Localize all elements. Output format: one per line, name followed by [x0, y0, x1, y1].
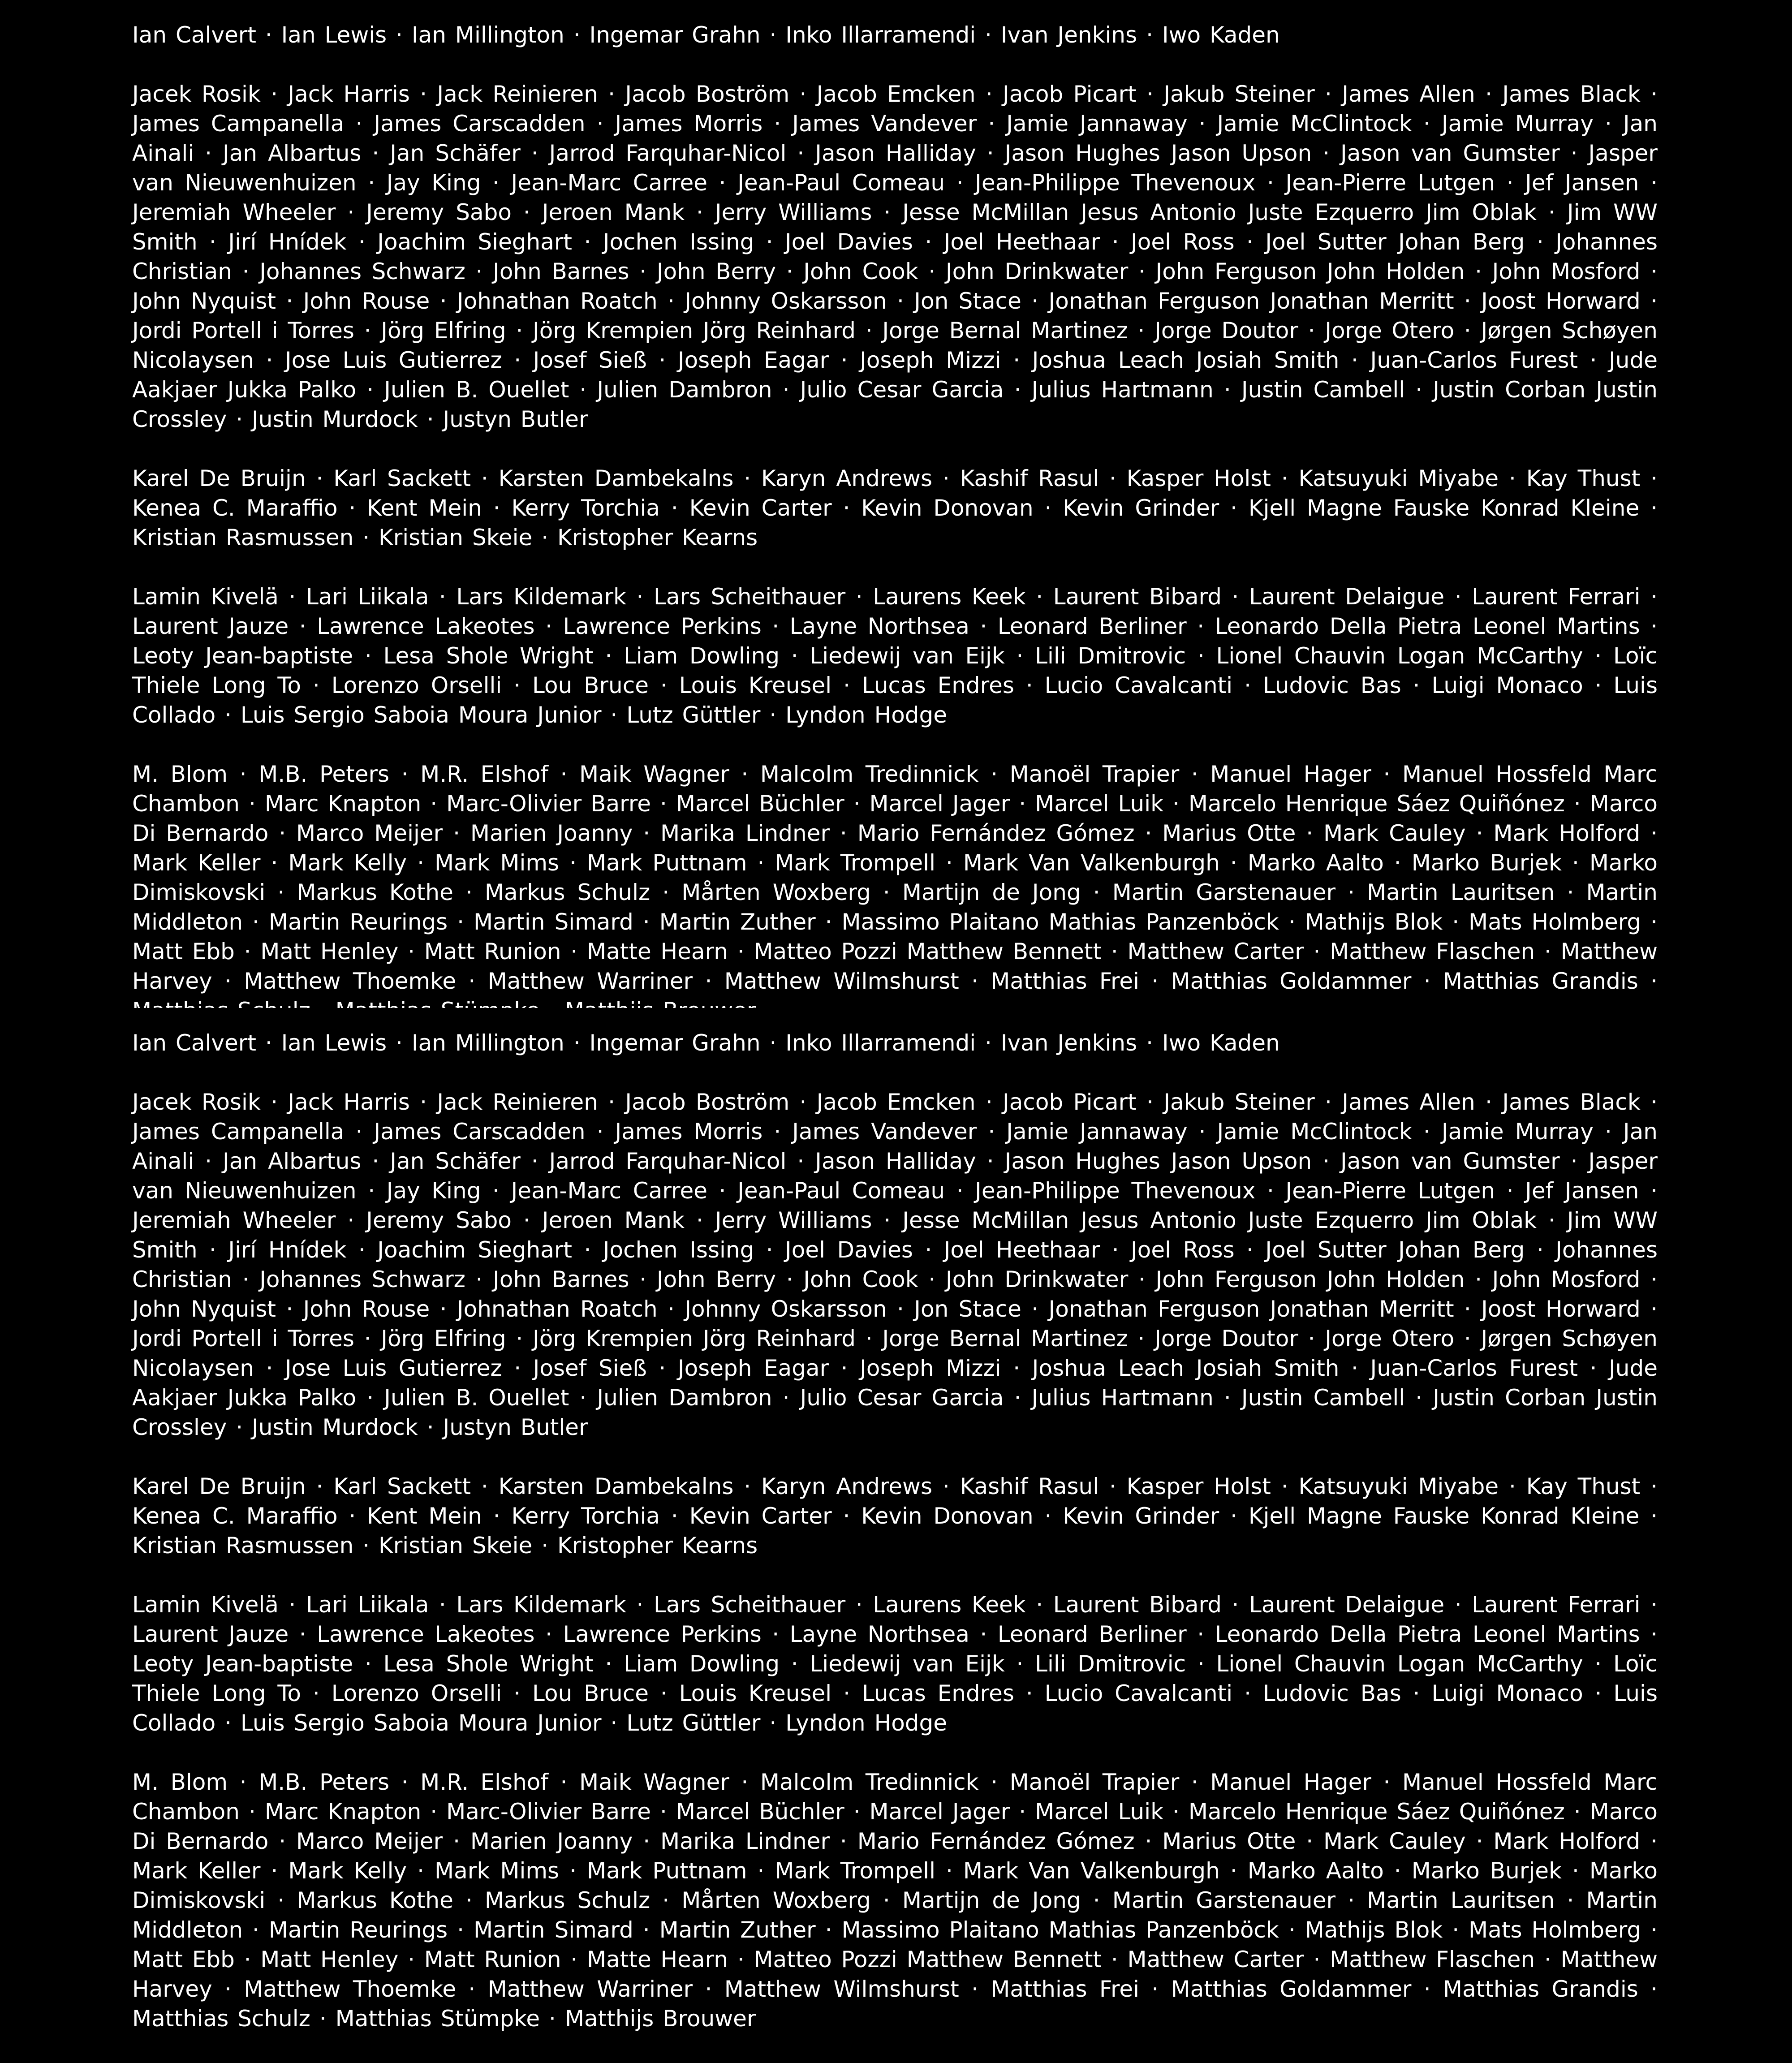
credits-list — [132, 20, 1658, 1055]
credits-paragraph-i: Ian Calvert · Ian Lewis · Ian Millington · Ingemar Grahn · Inko Illarramendi · Ivan Jenkins · Iwo Kaden — [132, 1030, 1280, 1056]
credits-paragraph-m: M. Blom · M.B. Peters · M.R. Elshof · Maik Wagner · Malcolm Tredinnick · Manoël Trapier · Manuel Hager · Manuel Hossfeld Marc Chambon · Marc Knapton · Marc-Olivier Barre · Marcel Büchler · Marcel Jager · Marcel Luik · Marcelo Henrique Sáez Quiñónez · Marco Di Bernardo · Marco Meijer · Marien Joanny · Marika Lindner · Mario Fernández Gómez · Marius Otte · Mark Cauley · Mark Holford · Mark Keller · Mark Kelly · Mark Mims · Mark Puttnam · Mark Trompell · Mark Van Valkenburgh · Marko Aalto · Marko Burjek · Marko Dimiskovski · Markus Kothe · Markus Schulz · Mårten Woxberg · Martijn de Jong · Martin Garstenauer · Martin Lauritsen · Martin Middleton · Martin Reurings · Martin Simard · Martin Zuther · Massimo Plaitano Mathias Panzenböck · Mathijs Blok · Mats Holmberg · Matt Ebb · Matt Henley · Matt Runion · Matte Hearn · Matteo Pozzi Matthew Bennett · Matthew Carter · Matthew Flaschen · Matthew Harvey · Matthew Thoemke · Matthew Warriner · Matthew Wilmshurst · Matthias Frei · Matthias Goldammer · Matthias Grandis · Matthias Schulz · Matthias Stümpke · Matthijs Brouwer — [132, 1769, 1658, 2032]
credits-pane-bottom — [0, 1008, 1792, 2032]
credits-paragraph-k: Karel De Bruijn · Karl Sackett · Karsten Dambekalns · Karyn Andrews · Kashif Rasul · Kasper Holst · Katsuyuki Miyabe · Kay Thust · Kenea C. Maraffio · Kent Mein · Kerry Torchia · Kevin Carter · Kevin Donovan · Kevin Grinder · Kjell Magne Fauske Konrad Kleine · Kristian Rasmussen · Kristian Skeie · Kristopher Kearns — [132, 465, 1658, 551]
credits-paragraph-j: Jacek Rosik · Jack Harris · Jack Reinieren · Jacob Boström · Jacob Emcken · Jacob Picart · Jakub Steiner · James Allen · James Black · James Campanella · James Carscadden · James Morris · James Vandever · Jamie Jannaway · Jamie McClintock · Jamie Murray · Jan Ainali · Jan Albartus · Jan Schäfer · Jarrod Farquhar-Nicol · Jason Halliday · Jason Hughes Jason Upson · Jason van Gumster · Jasper van Nieuwenhuizen · Jay King · Jean-Marc Carree · Jean-Paul Comeau · Jean-Philippe Thevenoux · Jean-Pierre Lutgen · Jef Jansen · Jeremiah Wheeler · Jeremy Sabo · Jeroen Mank · Jerry Williams · Jesse McMillan Jesus Antonio Juste Ezquerro Jim Oblak · Jim WW Smith · Jirí Hnídek · Joachim Sieghart · Jochen Issing · Joel Davies · Joel Heethaar · Joel Ross · Joel Sutter Johan Berg · Johannes Christian · Johannes Schwarz · John Barnes · John Berry · John Cook · John Drinkwater · John Ferguson John Holden · John Mosford · John Nyquist · John Rouse · Johnathan Roatch · Johnny Oskarsson · Jon Stace · Jonathan Ferguson Jonathan Merritt · Joost Horward · Jordi Portell i Torres · Jörg Elfring · Jörg Krempien Jörg Reinhard · Jorge Bernal Martinez · Jorge Doutor · Jorge Otero · Jørgen Schøyen Nicolaysen · Jose Luis Gutierrez · Josef Sieß · Joseph Eagar · Joseph Mizzi · Joshua Leach Josiah Smith · Juan-Carlos Furest · Jude Aakjaer Jukka Palko · Julien B. Ouellet · Julien Dambron · Julio Cesar Garcia · Julius Hartmann · Justin Cambell · Justin Corban Justin Crossley · Justin Murdock · Justyn Butler — [132, 81, 1658, 432]
credits-pane-top — [0, 0, 1792, 1008]
credits-paragraph-l: Lamin Kivelä · Lari Liikala · Lars Kildemark · Lars Scheithauer · Laurens Keek · Laurent Bibard · Laurent Delaigue · Laurent Ferrari · Laurent Jauze · Lawrence Lakeotes · Lawrence Perkins · Layne Northsea · Leonard Berliner · Leonardo Della Pietra Leonel Martins · Leoty Jean-baptiste · Lesa Shole Wright · Liam Dowling · Liedewij van Eijk · Lili Dmitrovic · Lionel Chauvin Logan McCarthy · Loïc Thiele Long To · Lorenzo Orselli · Lou Bruce · Louis Kreusel · Lucas Endres · Lucio Cavalcanti · Ludovic Bas · Luigi Monaco · Luis Collado · Luis Sergio Saboia Moura Junior · Lutz Güttler · Lyndon Hodge — [132, 584, 1658, 728]
credits-paragraph-i: Ian Calvert · Ian Lewis · Ian Millington · Ingemar Grahn · Inko Illarramendi · Ivan Jenkins · Iwo Kaden — [132, 22, 1280, 48]
credits-paragraph-j: Jacek Rosik · Jack Harris · Jack Reinieren · Jacob Boström · Jacob Emcken · Jacob Picart · Jakub Steiner · James Allen · James Black · James Campanella · James Carscadden · James Morris · James Vandever · Jamie Jannaway · Jamie McClintock · Jamie Murray · Jan Ainali · Jan Albartus · Jan Schäfer · Jarrod Farquhar-Nicol · Jason Halliday · Jason Hughes Jason Upson · Jason van Gumster · Jasper van Nieuwenhuizen · Jay King · Jean-Marc Carree · Jean-Paul Comeau · Jean-Philippe Thevenoux · Jean-Pierre Lutgen · Jef Jansen · Jeremiah Wheeler · Jeremy Sabo · Jeroen Mank · Jerry Williams · Jesse McMillan Jesus Antonio Juste Ezquerro Jim Oblak · Jim WW Smith · Jirí Hnídek · Joachim Sieghart · Jochen Issing · Joel Davies · Joel Heethaar · Joel Ross · Joel Sutter Johan Berg · Johannes Christian · Johannes Schwarz · John Barnes · John Berry · John Cook · John Drinkwater · John Ferguson John Holden · John Mosford · John Nyquist · John Rouse · Johnathan Roatch · Johnny Oskarsson · Jon Stace · Jonathan Ferguson Jonathan Merritt · Joost Horward · Jordi Portell i Torres · Jörg Elfring · Jörg Krempien Jörg Reinhard · Jorge Bernal Martinez · Jorge Doutor · Jorge Otero · Jørgen Schøyen Nicolaysen · Jose Luis Gutierrez · Josef Sieß · Joseph Eagar · Joseph Mizzi · Joshua Leach Josiah Smith · Juan-Carlos Furest · Jude Aakjaer Jukka Palko · Julien B. Ouellet · Julien Dambron · Julio Cesar Garcia · Julius Hartmann · Justin Cambell · Justin Corban Justin Crossley · Justin Murdock · Justyn Butler — [132, 1089, 1658, 1440]
credits-paragraph-l: Lamin Kivelä · Lari Liikala · Lars Kildemark · Lars Scheithauer · Laurens Keek · Laurent Bibard · Laurent Delaigue · Laurent Ferrari · Laurent Jauze · Lawrence Lakeotes · Lawrence Perkins · Layne Northsea · Leonard Berliner · Leonardo Della Pietra Leonel Martins · Leoty Jean-baptiste · Lesa Shole Wright · Liam Dowling · Liedewij van Eijk · Lili Dmitrovic · Lionel Chauvin Logan McCarthy · Loïc Thiele Long To · Lorenzo Orselli · Lou Bruce · Louis Kreusel · Lucas Endres · Lucio Cavalcanti · Ludovic Bas · Luigi Monaco · Luis Collado · Luis Sergio Saboia Moura Junior · Lutz Güttler · Lyndon Hodge — [132, 1592, 1658, 1736]
credits-paragraph-k: Karel De Bruijn · Karl Sackett · Karsten Dambekalns · Karyn Andrews · Kashif Rasul · Kasper Holst · Katsuyuki Miyabe · Kay Thust · Kenea C. Maraffio · Kent Mein · Kerry Torchia · Kevin Carter · Kevin Donovan · Kevin Grinder · Kjell Magne Fauske Konrad Kleine · Kristian Rasmussen · Kristian Skeie · Kristopher Kearns — [132, 1473, 1658, 1559]
credits-list — [132, 1028, 1658, 2063]
credits-paragraph-m: M. Blom · M.B. Peters · M.R. Elshof · Maik Wagner · Malcolm Tredinnick · Manoël Trapier · Manuel Hager · Manuel Hossfeld Marc Chambon · Marc Knapton · Marc-Olivier Barre · Marcel Büchler · Marcel Jager · Marcel Luik · Marcelo Henrique Sáez Quiñónez · Marco Di Bernardo · Marco Meijer · Marien Joanny · Marika Lindner · Mario Fernández Gómez · Marius Otte · Mark Cauley · Mark Holford · Mark Keller · Mark Kelly · Mark Mims · Mark Puttnam · Mark Trompell · Mark Van Valkenburgh · Marko Aalto · Marko Burjek · Marko Dimiskovski · Markus Kothe · Markus Schulz · Mårten Woxberg · Martijn de Jong · Martin Garstenauer · Martin Lauritsen · Martin Middleton · Martin Reurings · Martin Simard · Martin Zuther · Massimo Plaitano Mathias Panzenböck · Mathijs Blok · Mats Holmberg · Matt Ebb · Matt Henley · Matt Runion · Matte Hearn · Matteo Pozzi Matthew Bennett · Matthew Carter · Matthew Flaschen · Matthew Harvey · Matthew Thoemke · Matthew Warriner · Matthew Wilmshurst · Matthias Frei · Matthias Goldammer · Matthias Grandis · — [132, 761, 1658, 994]
